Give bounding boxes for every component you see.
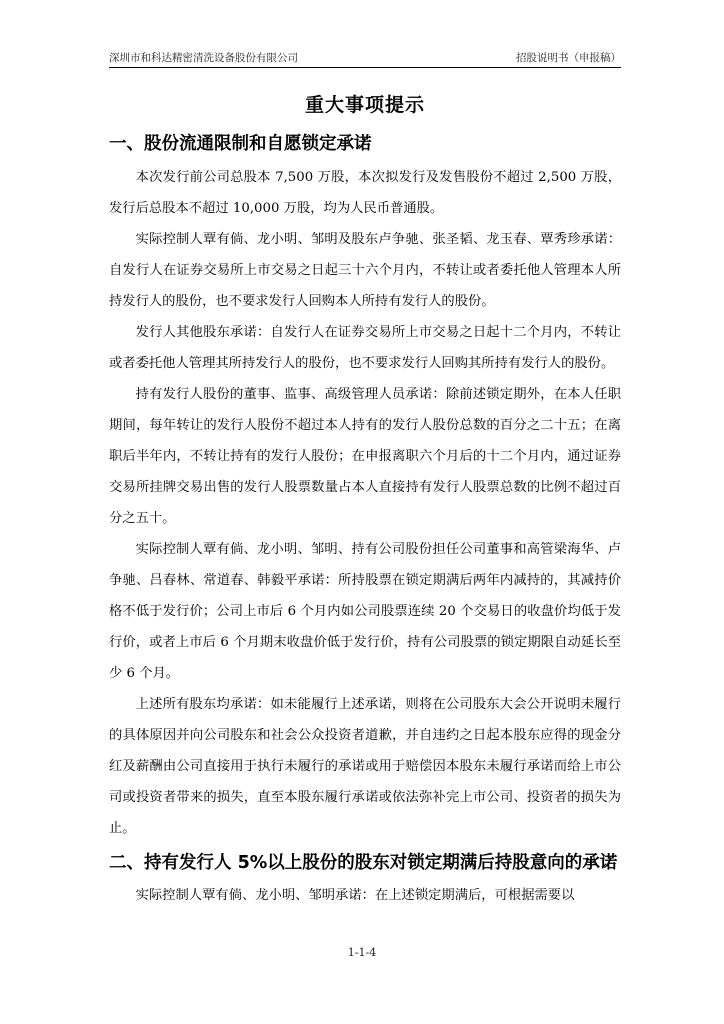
page-number: 1-1-4 [347,946,377,959]
paragraph: 本次发行前公司总股本 7,500 万股，本次拟发行及发售股份不超过 2,500 万股，发行后总股本不超过 10,000 万股，均为人民币普通股。 [109,170,621,216]
page-title: 重大事项提示 [304,94,425,116]
paragraph: 持有发行人股份的董事、监事、高级管理人员承诺：除前述锁定期外，在本人任职期间，每年转让的发行人股份不超过本人持有的发行人股份总数的百分之二十五；在离职后半年内，不转让持有的发行人股份；在申报离职六个月后的十二个月内，通过证券交易所挂牌交易出售的发行人股票数量占本人直接持有发行人股票总数的比例不超过百分之五十。 [109,387,621,526]
paragraph: 实际控制人覃有倘、龙小明、邹明承诺：在上述锁定期满后，可根据需要以 [135,888,575,903]
paragraph: 发行人其他股东承诺：自发行人在证券交易所上市交易之日起十二个月内，不转让或者委托他人管理其所持发行人的股份，也不要求发行人回购其所持有发行人的股份。 [109,325,621,371]
header-company-name: 深圳市和科达精密清洗设备股份有限公司 [109,52,298,64]
paragraph: 实际控制人覃有倘、龙小明、邹明及股东卢争驰、张圣韬、龙玉春、覃秀珍承诺：自发行人在证券交易所上市交易之日起三十六个月内，不转让或者委托他人管理本人所持发行人的股份，也不要求发行人回购本人所持有发行人的股份。 [109,232,621,309]
section-heading-holding-intention: 二、持有发行人 5%以上股份的股东对锁定期满后持股意向的承诺 [109,853,618,873]
header-document-type: 招股说明书（申报稿） [516,52,621,64]
header-divider [109,67,621,68]
paragraph: 上述所有股东均承诺：如未能履行上述承诺，则将在公司股东大会公开说明未履行的具体原因并向公司股东和社会公众投资者道歉，并自违约之日起本股东应得的现金分红及薪酬由公司直接用于执行未履行的承诺或用于赔偿因本股东未履行承诺而给上市公司或投资者带来的损失，直至本股东履行承诺或依法弥补完上市公司、投资者的损失为止。 [109,697,621,836]
page-header [109,50,621,66]
document-body [109,127,621,911]
paragraph: 实际控制人覃有倘、龙小明、邹明、持有公司股份担任公司董事和高管梁海华、卢争驰、吕春林、常道春、韩毅平承诺：所持股票在锁定期满后两年内减持的，其减持价格不低于发行价；公司上市后 6 个月内如公司股票连续 20 个交易日的收盘价均低于发行价，或者上市后 6 个月期末收盘价低于发行价，持有公司股票的锁定期限自动延长至少 6 个月。 [109,542,621,681]
section-heading-share-lockup: 一、股份流通限制和自愿锁定承诺 [109,134,372,154]
